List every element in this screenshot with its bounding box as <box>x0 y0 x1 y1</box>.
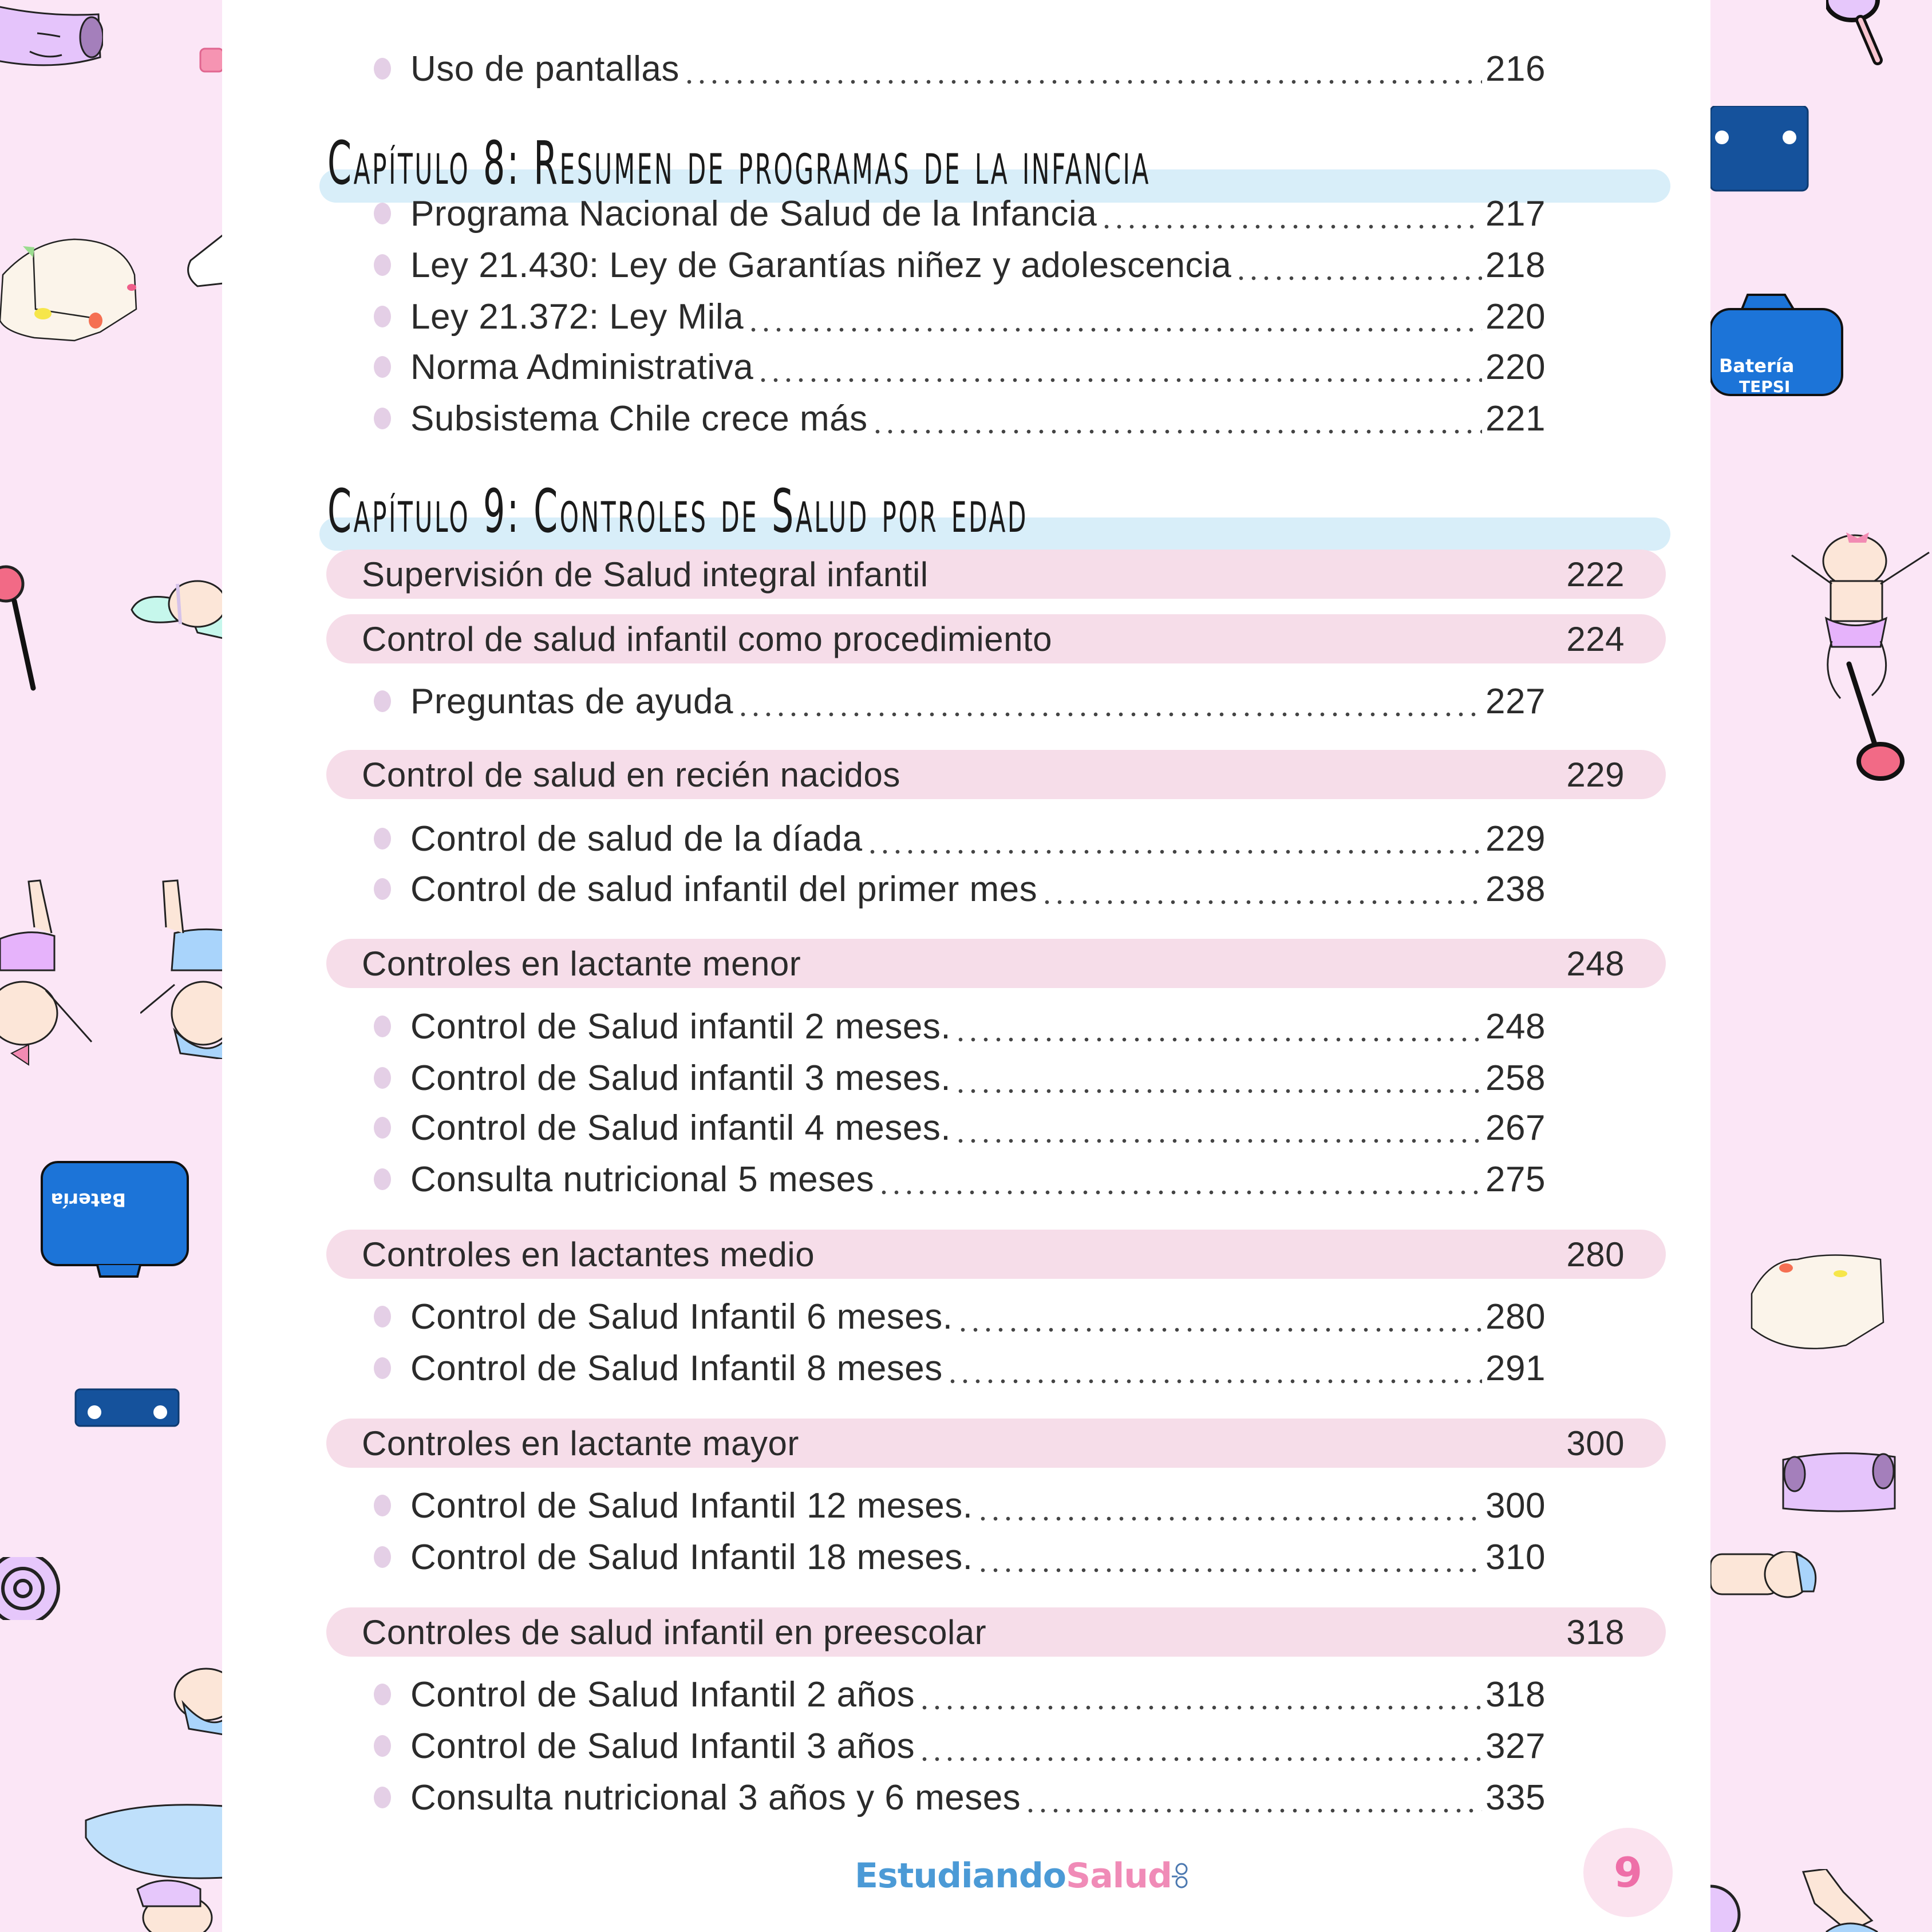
tepsi-case-illustration <box>74 1216 180 1259</box>
bullet-icon <box>374 1306 391 1327</box>
bottle-cap-illustration <box>186 235 223 298</box>
entry-page: 327 <box>1485 1726 1546 1766</box>
entry-title: Control de salud infantil del primer mes <box>410 869 1038 909</box>
entry-title: Control de Salud Infantil 3 años <box>410 1726 915 1766</box>
toc-entry[interactable] <box>374 1002 1546 1050</box>
toc-page <box>222 0 1710 1932</box>
dot-leader <box>918 1745 1482 1770</box>
diaper-illustration <box>1780 1448 1901 1514</box>
svg-text:TEPSI: TEPSI <box>1739 377 1791 396</box>
bullet-icon <box>374 254 391 276</box>
toc-entry[interactable] <box>374 865 1546 913</box>
skull-illustration <box>0 235 140 355</box>
entry-page: 291 <box>1485 1348 1546 1388</box>
bullet-icon <box>374 203 391 224</box>
rattle-illustration <box>0 561 40 698</box>
dot-leader <box>866 837 1483 863</box>
toc-entry[interactable] <box>374 241 1546 289</box>
diaper-illustration <box>0 0 103 72</box>
entry-page: 220 <box>1485 297 1546 337</box>
bullet-icon <box>374 356 391 378</box>
toc-entry[interactable] <box>374 1293 1546 1341</box>
section-page: 300 <box>1566 1424 1625 1463</box>
entry-page: 318 <box>1485 1674 1546 1714</box>
bullet-icon <box>374 58 391 80</box>
logo-part-1: Estudiando <box>855 1856 1066 1896</box>
entry-page: 227 <box>1485 681 1546 721</box>
entry-title: Control de Salud infantil 2 meses. <box>410 1006 951 1046</box>
entry-page: 218 <box>1485 245 1546 285</box>
logo-part-2: Salud <box>1065 1856 1172 1896</box>
toc-entry[interactable] <box>374 1054 1546 1102</box>
entry-title: Control de Salud Infantil 6 meses. <box>410 1297 953 1337</box>
section-header[interactable] <box>326 1607 1666 1657</box>
rattle-illustration <box>1843 658 1912 790</box>
entry-title: Control de salud de la díada <box>410 819 863 859</box>
dot-leader <box>1024 1796 1482 1822</box>
toc-entry[interactable] <box>374 1773 1546 1822</box>
entry-page: 300 <box>1485 1485 1546 1526</box>
entry-page: 248 <box>1485 1006 1546 1046</box>
sleeping-baby-illustration <box>160 1649 223 1737</box>
section-header[interactable] <box>326 750 1666 799</box>
entry-title: Consulta nutricional 5 meses <box>410 1159 875 1199</box>
tepsi-case-illustration <box>1710 106 1811 192</box>
spiral-lollipop-illustration <box>1710 1880 1742 1932</box>
entry-page: 335 <box>1485 1777 1546 1818</box>
section-page: 224 <box>1566 619 1625 658</box>
sleeping-baby-illustration <box>1710 1551 1831 1609</box>
dot-leader <box>1041 888 1482 913</box>
bullet-icon <box>374 1546 391 1568</box>
entry-title: Control de Salud Infantil 2 años <box>410 1674 915 1714</box>
bullet-icon <box>374 878 391 900</box>
entry-title: Control de Salud infantil 3 meses. <box>410 1058 951 1098</box>
svg-text:Batería: Batería <box>1719 355 1795 377</box>
toc-entry[interactable] <box>374 1481 1546 1530</box>
entry-title: Consulta nutricional 3 años y 6 meses <box>410 1777 1021 1818</box>
entry-title: Control de Salud infantil 4 meses. <box>410 1108 951 1148</box>
chapter-9-heading <box>319 468 1670 554</box>
section-title: Supervisión de Salud integral infantil <box>362 555 929 594</box>
bullet-icon <box>374 690 391 712</box>
spiral-lollipop-illustration <box>0 1557 63 1620</box>
entry-title: Programa Nacional de Salud de la Infancia <box>410 193 1097 234</box>
entry-page: 310 <box>1485 1537 1546 1577</box>
dot-leader <box>954 1025 1482 1050</box>
baby-feet-illustration <box>1792 1869 1883 1932</box>
mother-baby-illustration <box>69 1803 223 1932</box>
toc-entry[interactable] <box>374 677 1546 725</box>
entry-page: 267 <box>1485 1108 1546 1148</box>
tepsi-case-illustration <box>74 1388 180 1428</box>
bullet-icon <box>374 1787 391 1808</box>
entry-title: Ley 21.430: Ley de Garantías niñez y adolescencia <box>410 245 1232 285</box>
section-title: Controles en lactantes medio <box>362 1235 815 1274</box>
dot-leader <box>737 700 1482 725</box>
dot-leader <box>1235 264 1482 289</box>
bullet-icon <box>374 1168 391 1190</box>
entry-title: Control de Salud Infantil 18 meses. <box>410 1537 973 1577</box>
toc-entry[interactable] <box>374 343 1546 391</box>
section-header[interactable] <box>326 1230 1666 1279</box>
section-page: 222 <box>1566 555 1625 594</box>
section-page: 248 <box>1566 944 1625 983</box>
bullet-icon <box>374 1684 391 1705</box>
baby-boy-illustration <box>140 870 223 1059</box>
entry-title: Control de Salud Infantil 8 meses <box>410 1348 943 1388</box>
bullet-icon <box>374 1735 391 1757</box>
toc-entry[interactable] <box>374 293 1546 341</box>
entry-title: Uso de pantallas <box>410 49 679 89</box>
entry-page: 216 <box>1485 49 1546 89</box>
section-header[interactable] <box>326 1419 1666 1468</box>
brand-logo <box>855 1856 1191 1896</box>
baby-measuring-illustration <box>129 567 223 647</box>
bullet-icon <box>374 1067 391 1089</box>
entry-page: 238 <box>1485 869 1546 909</box>
entry-page: 280 <box>1485 1297 1546 1337</box>
section-title: Control de salud en recién nacidos <box>362 755 900 794</box>
toc-entry[interactable] <box>374 1104 1546 1152</box>
section-page: 318 <box>1566 1613 1625 1652</box>
chapter-title: Capítulo 9: Controles de Salud por edad <box>327 476 1028 546</box>
bullet-icon <box>374 1117 391 1139</box>
bullet-icon <box>374 1016 391 1037</box>
entry-page: 275 <box>1485 1159 1546 1199</box>
skull-illustration <box>1746 1248 1886 1357</box>
stethoscope-icon <box>1172 1862 1191 1891</box>
dot-leader <box>954 1077 1482 1102</box>
entry-title: Control de Salud Infantil 12 meses. <box>410 1485 973 1526</box>
section-title: Controles de salud infantil en preescolar <box>362 1613 987 1652</box>
bullet-icon <box>374 828 391 850</box>
section-title: Controles en lactante menor <box>362 944 801 983</box>
section-header[interactable] <box>326 550 1666 599</box>
entry-page: 221 <box>1485 398 1546 438</box>
section-title: Controles en lactante mayor <box>362 1424 799 1463</box>
entry-page: 217 <box>1485 193 1546 234</box>
bottle-illustration <box>197 43 223 77</box>
entry-title: Norma Administrativa <box>410 347 754 387</box>
toc-entry[interactable] <box>374 1155 1546 1203</box>
svg-text:Batería: Batería <box>50 1189 126 1211</box>
baby-girl-illustration <box>0 870 97 1070</box>
dot-leader <box>954 1127 1482 1152</box>
entry-title: Subsistema Chile crece más <box>410 398 868 438</box>
dot-leader <box>747 315 1482 341</box>
dot-leader <box>957 1315 1483 1341</box>
dot-leader <box>1100 212 1482 238</box>
dot-leader <box>977 1504 1483 1530</box>
dot-leader <box>871 417 1482 442</box>
page-number-badge: 9 <box>1583 1828 1673 1917</box>
dot-leader <box>878 1178 1482 1203</box>
toc-entry[interactable] <box>374 394 1546 442</box>
section-title: Control de salud infantil como procedimiento <box>362 619 1052 658</box>
entry-page: 229 <box>1485 819 1546 859</box>
dot-leader <box>977 1556 1483 1581</box>
entry-page: 220 <box>1485 347 1546 387</box>
toc-entry[interactable] <box>374 1722 1546 1770</box>
bullet-icon <box>374 1357 391 1379</box>
tepsi-bag-illustration <box>1710 275 1848 464</box>
entry-page: 258 <box>1485 1058 1546 1098</box>
chapter-title: Capítulo 8: Resumen de programas de la infancia <box>327 128 1151 198</box>
toc-entry[interactable] <box>374 1344 1546 1392</box>
dot-leader <box>757 366 1482 391</box>
toc-entry[interactable] <box>374 45 1546 93</box>
section-header[interactable] <box>326 939 1666 988</box>
bullet-icon <box>374 306 391 327</box>
toc-entry[interactable] <box>374 189 1546 238</box>
entry-title: Preguntas de ayuda <box>410 681 733 721</box>
lollipop-illustration <box>1826 0 1886 66</box>
section-header[interactable] <box>326 614 1666 663</box>
bullet-icon <box>374 408 391 429</box>
toc-entry[interactable] <box>374 815 1546 863</box>
toc-entry[interactable] <box>374 1533 1546 1581</box>
dot-leader <box>683 68 1482 93</box>
bullet-icon <box>374 1495 391 1516</box>
dot-leader <box>946 1367 1482 1392</box>
toc-entry[interactable] <box>374 1670 1546 1718</box>
dot-leader <box>918 1693 1482 1718</box>
entry-title: Ley 21.372: Ley Mila <box>410 297 744 337</box>
section-page: 229 <box>1566 755 1625 794</box>
section-page: 280 <box>1566 1235 1625 1274</box>
